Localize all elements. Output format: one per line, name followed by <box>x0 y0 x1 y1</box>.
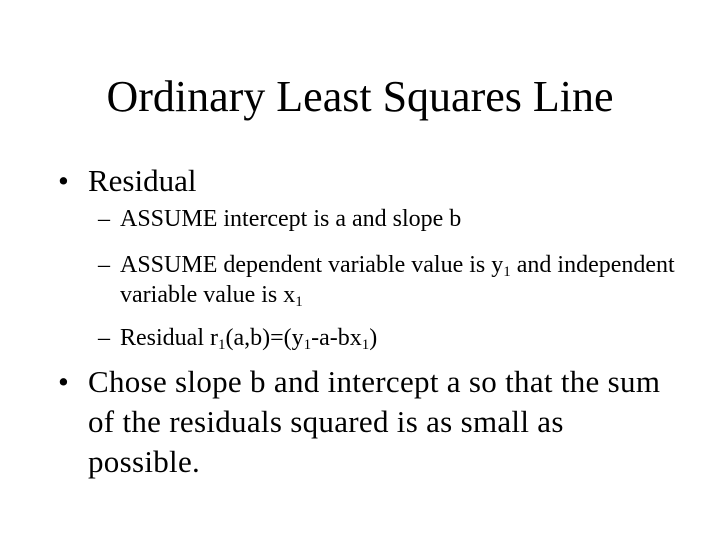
subitem-text <box>120 250 698 310</box>
subitem-residual-formula <box>98 323 698 353</box>
dash-marker: – <box>98 206 110 232</box>
text-run: Residual r <box>120 325 218 351</box>
dash-marker: – <box>98 252 110 278</box>
bullet-chose-slope <box>58 362 678 482</box>
text-run: and independent variable value is x <box>120 252 675 308</box>
text-run: (a,b)=(y <box>225 325 304 351</box>
subscript: 1 <box>503 264 511 280</box>
bullet-marker: • <box>58 364 70 399</box>
text-run: ) <box>369 325 378 351</box>
subscript: 1 <box>295 294 303 310</box>
text-run: -a-bx <box>311 325 362 351</box>
subscript: 1 <box>217 337 226 353</box>
bullet-text: Residual <box>88 163 197 198</box>
dash-marker: – <box>98 325 110 351</box>
subscript: 1 <box>361 337 370 353</box>
slide-title: Ordinary Least Squares Line <box>106 72 614 121</box>
bullet-text: Chose slope b and intercept a so that the sum of the residuals squared is as small as possible. <box>88 364 661 479</box>
subscript: 1 <box>303 337 312 353</box>
subitem-text <box>120 323 698 353</box>
text-run: ASSUME dependent variable value is y <box>120 252 504 278</box>
bullet-marker: • <box>58 163 69 198</box>
subitem-intercept-slope <box>98 204 698 234</box>
subitem-variables <box>98 250 698 310</box>
bullet-residual <box>58 161 678 201</box>
subitem-text: ASSUME intercept is a and slope b <box>120 206 462 232</box>
